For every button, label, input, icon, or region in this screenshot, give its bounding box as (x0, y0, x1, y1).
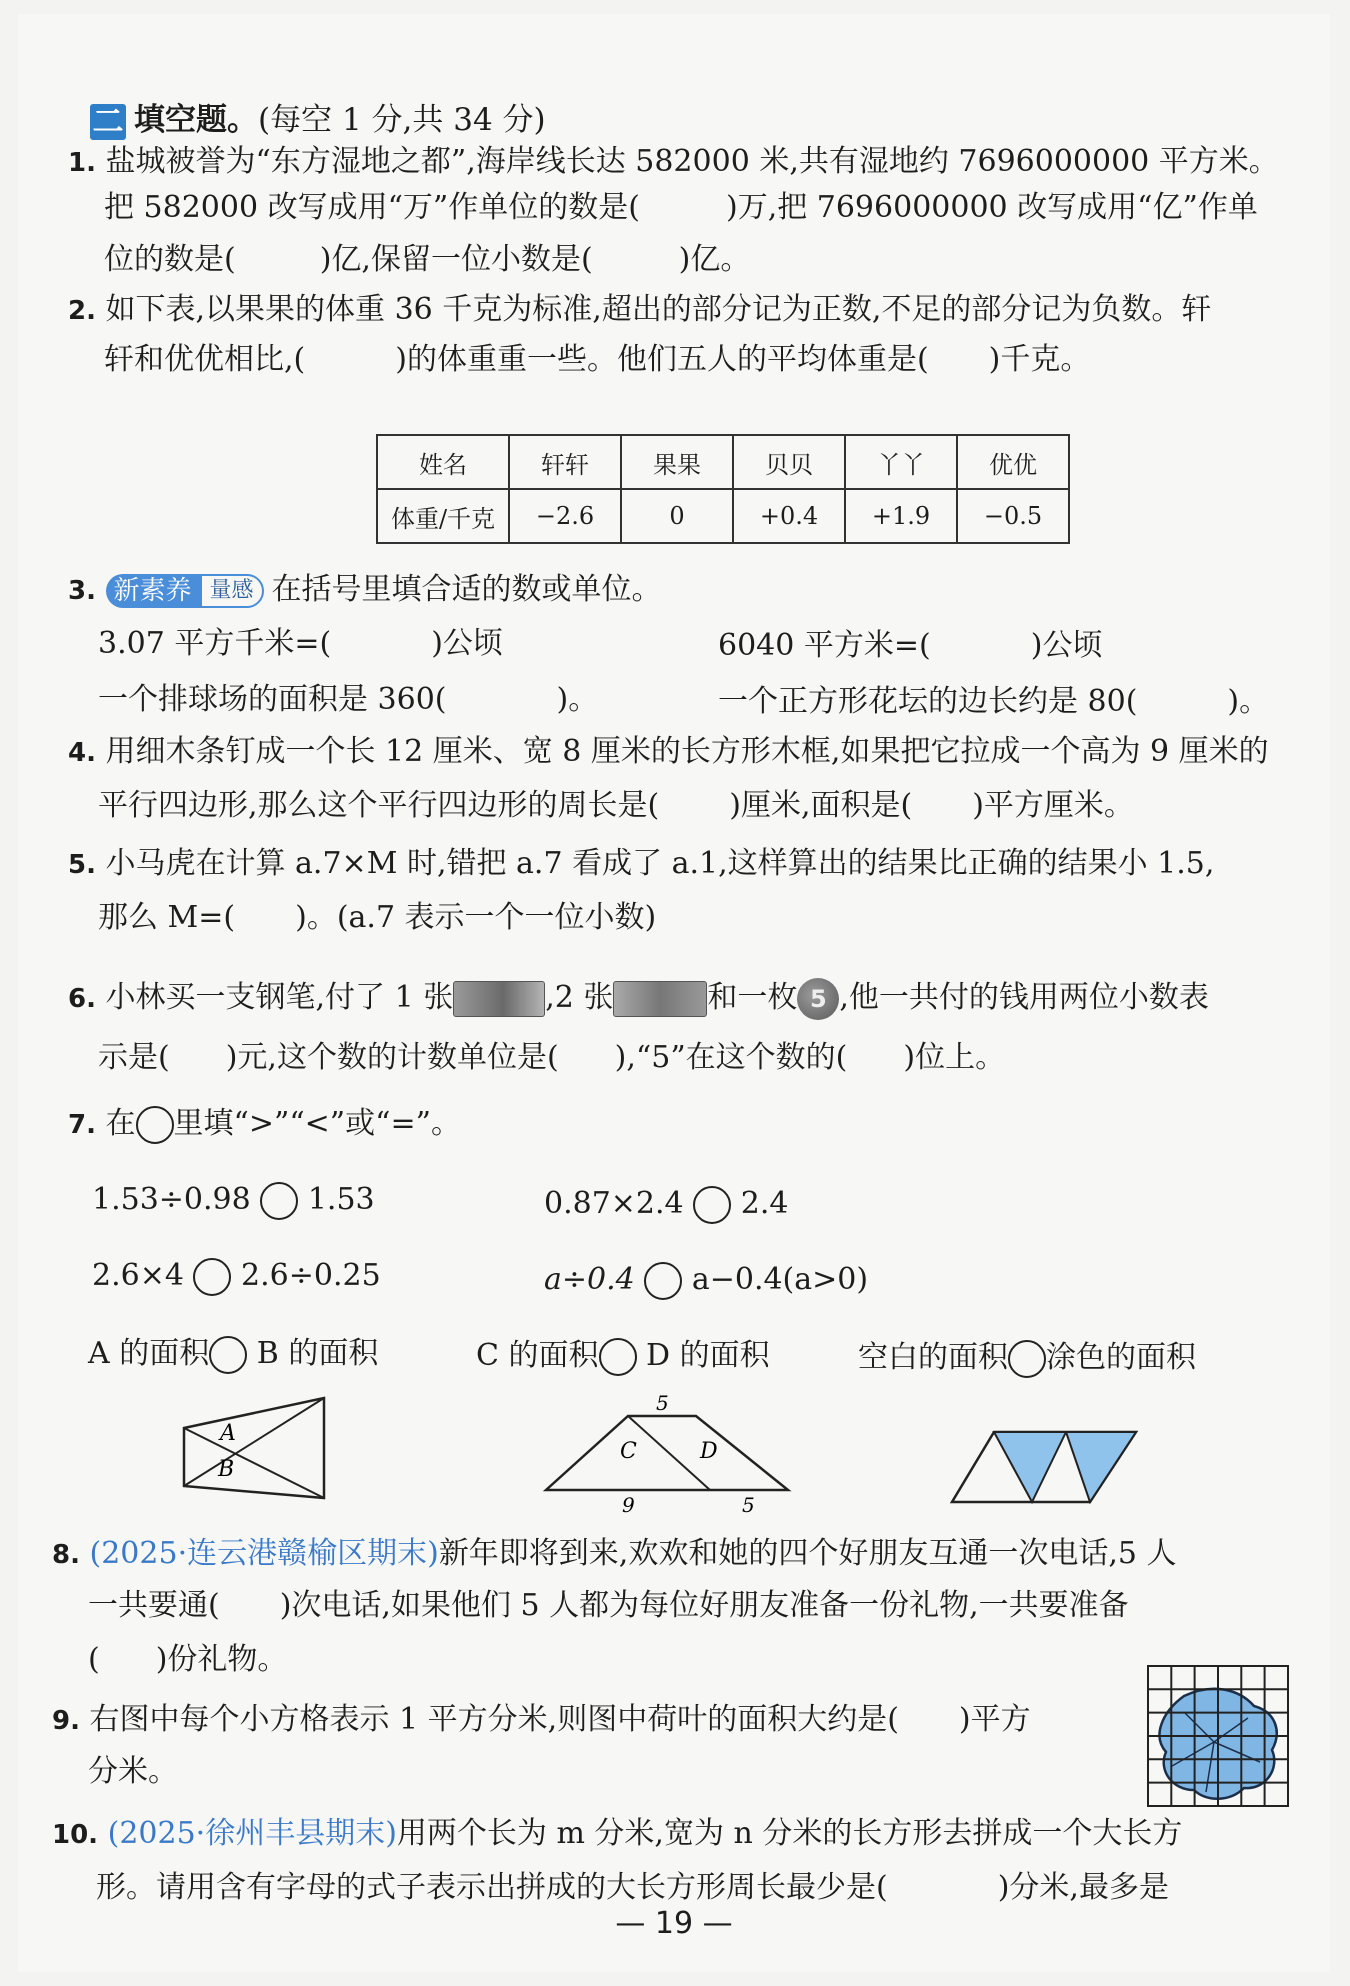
question-number: 7. (68, 1110, 96, 1140)
q3-item-a (98, 624, 503, 664)
q3-item-d (718, 682, 1269, 722)
q10-line2 (96, 1868, 1169, 1908)
q9-text: 分米。 (88, 1754, 178, 1789)
q5-text: 那么 M=( (98, 900, 236, 935)
table-cell: 体重/千克 (377, 489, 509, 543)
q4-text: )平方厘米。 (972, 788, 1134, 823)
ten-yuan-note-icon (453, 981, 545, 1017)
five-jiao-coin-icon: 5 (797, 978, 839, 1020)
section-title: 填空题。 (134, 102, 258, 138)
q1-text: )万,把 7696000000 改写成用“亿”作单 (725, 190, 1258, 225)
q2-text: 如下表,以果果的体重 36 千克为标准,超出的部分记为正数,不足的部分记为负数。轩 (105, 292, 1212, 327)
q5-line2 (98, 898, 656, 938)
q1-text: )亿。 (678, 242, 751, 277)
q1-text: 位的数是( (104, 242, 236, 277)
table-row (377, 489, 1069, 543)
q3-text: )。 (1227, 684, 1270, 719)
one-yuan-note-icon (613, 981, 707, 1017)
figure-a-b (178, 1392, 338, 1504)
table-header: 轩轩 (509, 435, 621, 489)
q6-line2 (98, 1038, 1005, 1078)
figure-label-a: A (220, 1421, 236, 1446)
q10-text: 形。请用含有字母的式子表示出拼成的大长方形周长最少是( (96, 1870, 888, 1905)
q8-text: ( (88, 1642, 100, 1677)
figure-bottom-right-label: 5 (742, 1493, 755, 1516)
shaded-triangle (1066, 1432, 1136, 1502)
source-label: (2025·徐州丰县期末) (107, 1816, 397, 1851)
q10-text: )分米,最多是 (997, 1870, 1169, 1905)
q3-text: )。 (556, 682, 599, 717)
q9-line1 (52, 1700, 1031, 1741)
lotus-leaf-grid-figure (1144, 1662, 1292, 1810)
q8-line2 (88, 1586, 1129, 1626)
q7-expression: 2.4 (740, 1186, 789, 1221)
q3-text: 3.07 平方千米=( (98, 626, 332, 661)
q3-item-b (718, 626, 1102, 666)
q1-text: )亿,保留一位小数是( (319, 242, 593, 277)
q8-text: )次电话,如果他们 5 人都为每位好朋友准备一份礼物,一共要准备 (279, 1588, 1129, 1623)
source-label: (2025·连云港赣榆区期末) (89, 1536, 439, 1571)
q7-expression: 2.6×4 (92, 1258, 184, 1293)
q4-text: )厘米,面积是( (729, 788, 913, 823)
compare-circle[interactable] (260, 1182, 298, 1220)
q7-title-line (68, 1104, 461, 1145)
table-cell: +0.4 (733, 489, 845, 543)
question-number: 1. (68, 148, 96, 178)
figure-divider (628, 1416, 710, 1490)
compare-circle[interactable] (209, 1336, 247, 1374)
q2-text: 轩和优优相比,( (104, 342, 306, 377)
q7-text: 在 (105, 1106, 136, 1141)
q3-text: 一个正方形花坛的边长约是 80( (718, 684, 1138, 719)
figure-label-d: D (700, 1439, 718, 1464)
question-number: 2. (68, 296, 96, 326)
q2-text: )千克。 (988, 342, 1091, 377)
q7-figure-label: 空白的面积 (858, 1340, 1008, 1375)
compare-circle-icon (136, 1106, 174, 1144)
q7-expr-4 (544, 1260, 868, 1300)
q6-text: 小林买一支钢笔,付了 1 张 (105, 980, 454, 1015)
q7-expression: 2.6÷0.25 (241, 1258, 381, 1293)
q1-text: 把 582000 改写成用“万”作单位的数是( (104, 190, 640, 225)
q8-line3 (88, 1640, 287, 1680)
q7-expression: a÷0.4 (544, 1262, 635, 1297)
figure-outline (546, 1416, 788, 1490)
q6-text: )位上。 (903, 1040, 1006, 1075)
q4-text: 平行四边形,那么这个平行四边形的周长是( (98, 788, 660, 823)
question-number: 3. (68, 576, 96, 606)
compare-circle[interactable] (599, 1338, 637, 1376)
worksheet-page (18, 14, 1330, 1972)
q3-title-line (68, 570, 662, 611)
q7-expression: a−0.4(a>0) (691, 1262, 869, 1297)
table-header: 姓名 (377, 435, 509, 489)
q7-expr-2 (544, 1184, 788, 1224)
q6-text: 和一枚 (707, 980, 798, 1015)
q6-text: )元,这个数的计数单位是( (225, 1040, 559, 1075)
q6-text: ,他一共付的钱用两位小数表 (839, 980, 1209, 1015)
q7-figure-compare-1 (88, 1334, 378, 1374)
q7-expr-3 (92, 1256, 381, 1296)
q9-text: )平方 (958, 1702, 1031, 1737)
q4-text: 用细木条钉成一个长 12 厘米、宽 8 厘米的长方形木框,如果把它拉成一个高为 9 厘米的 (105, 734, 1269, 769)
q3-item-c (98, 680, 598, 720)
table-cell: −2.6 (509, 489, 621, 543)
table-header: 果果 (621, 435, 733, 489)
compare-circle[interactable] (1008, 1340, 1046, 1378)
q2-line2 (104, 340, 1090, 380)
q7-expr-1 (92, 1180, 375, 1220)
compare-circle[interactable] (644, 1262, 682, 1300)
figure-top-label: 5 (656, 1391, 669, 1415)
q8-text: 一共要通( (88, 1588, 220, 1623)
q3-text: )公顷 (431, 626, 503, 661)
q1-line2 (104, 188, 1258, 228)
q1-text: 盐城被誉为“东方湿地之都”,海岸线长达 582000 米,共有湿地约 7696000000 平方米。 (105, 144, 1279, 179)
q7-expression: 0.87×2.4 (544, 1186, 684, 1221)
figure-shaded-parallelogram (948, 1428, 1144, 1506)
q10-text: 用两个长为 m 分米,宽为 n 分米的长方形去拼成一个大长方 (396, 1816, 1183, 1851)
table-cell: 0 (621, 489, 733, 543)
q1-line3 (104, 240, 750, 280)
q7-figure-label: 涂色的面积 (1046, 1340, 1196, 1375)
q4-line2 (98, 786, 1134, 826)
question-number: 4. (68, 738, 96, 768)
question-number: 5. (68, 850, 96, 880)
question-number: 9. (52, 1706, 80, 1736)
compare-circle[interactable] (193, 1258, 231, 1296)
compare-circle[interactable] (693, 1186, 731, 1224)
page-number: — 19 — (615, 1906, 733, 1941)
q3-text: )公顷 (1030, 628, 1103, 663)
shaded-triangle (994, 1432, 1066, 1502)
table-header-row (377, 435, 1069, 489)
q7-expression: 1.53÷0.98 (92, 1182, 251, 1217)
q7-figure-label: A 的面积 (88, 1336, 210, 1371)
section-header (90, 94, 546, 140)
quantity-sense-tag: 量感 (200, 574, 264, 608)
table-cell: −0.5 (957, 489, 1069, 543)
q9-text: 右图中每个小方格表示 1 平方分米,则图中荷叶的面积大约是( (89, 1702, 899, 1737)
q2-line1 (68, 290, 1211, 331)
q7-text: 里填“>”“<”或“=”。 (173, 1106, 461, 1141)
weight-table (376, 434, 1070, 544)
figure-label-b: B (218, 1457, 235, 1482)
table-cell: +1.9 (845, 489, 957, 543)
q9-line2 (88, 1752, 178, 1792)
q8-text: 新年即将到来,欢欢和她的四个好朋友互通一次电话,5 人 (438, 1536, 1177, 1571)
q8-line1 (52, 1534, 1177, 1575)
question-number: 10. (52, 1820, 99, 1850)
grid-lines (1148, 1666, 1288, 1806)
figure-diagonal (184, 1398, 324, 1486)
q5-line1 (68, 844, 1214, 885)
q5-text: 小马虎在计算 a.7×M 时,错把 a.7 看成了 a.1,这样算出的结果比正确的结果小 1.5, (105, 846, 1215, 881)
table-header: 优优 (957, 435, 1069, 489)
q3-text: 一个排球场的面积是 360( (98, 682, 447, 717)
section-score-note: (每空 1 分,共 34 分) (258, 102, 546, 138)
table-header: 丫丫 (845, 435, 957, 489)
q5-text: )。(a.7 表示一个一位小数) (295, 900, 657, 935)
q7-expression: 1.53 (307, 1182, 375, 1217)
q6-text: 示是( (98, 1040, 170, 1075)
figure-label-c: C (620, 1439, 637, 1464)
question-number: 6. (68, 984, 96, 1014)
figure-bottom-left-label: 9 (622, 1493, 635, 1516)
q8-text: )份礼物。 (155, 1642, 288, 1677)
q7-figure-label: B 的面积 (256, 1336, 379, 1371)
q7-figure-label: D 的面积 (646, 1338, 770, 1373)
q7-figure-label: C 的面积 (476, 1338, 599, 1373)
q7-figure-compare-2 (476, 1336, 770, 1376)
table-header: 贝贝 (733, 435, 845, 489)
q3-text: 6040 平方米=( (718, 628, 931, 663)
figure-outline (184, 1398, 324, 1498)
q10-line1 (52, 1814, 1182, 1855)
q7-figure-compare-3 (858, 1338, 1196, 1378)
q2-text: )的体重重一些。他们五人的平均体重是( (395, 342, 929, 377)
section-badge: 二 (90, 104, 126, 140)
q1-line1 (68, 142, 1279, 183)
figure-c-d (536, 1386, 796, 1516)
q6-text: ),“5”在这个数的( (614, 1040, 848, 1075)
q4-line1 (68, 732, 1269, 773)
q3-text: 在括号里填合适的数或单位。 (271, 572, 662, 607)
q6-text: ,2 张 (545, 980, 614, 1015)
question-number: 8. (52, 1540, 80, 1570)
new-literacy-tag: 新素养 (106, 574, 200, 608)
q6-line1 (68, 972, 1209, 1025)
